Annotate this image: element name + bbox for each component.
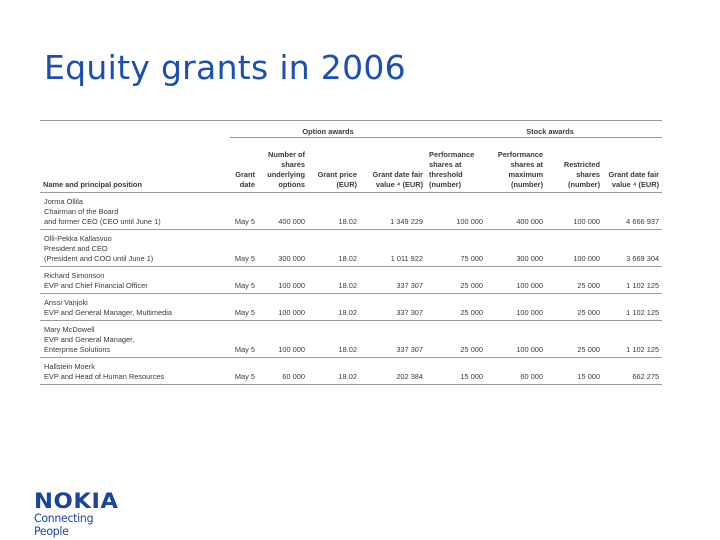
grant-price-cell: 18.02 <box>308 294 360 321</box>
grant-date-cell: May 5 <box>230 267 258 294</box>
option-fair-value-cell: 1 349 229 <box>360 193 426 230</box>
perf-maximum-cell: 100 000 <box>486 294 546 321</box>
stock-fair-value-cell: 1 102 125 <box>603 294 662 321</box>
name-cell <box>40 193 230 230</box>
name-cell <box>40 321 230 358</box>
person-position: EVP and General Manager, <box>44 335 135 344</box>
options-cell: 60 000 <box>258 358 308 385</box>
group-header-option-awards: Option awards <box>230 121 426 138</box>
options-cell: 400 000 <box>258 193 308 230</box>
person-name: Mary McDowell <box>44 325 95 334</box>
grants-table <box>40 121 662 385</box>
logo-brand: NOKIA <box>34 489 119 513</box>
group-header-empty <box>40 121 230 138</box>
grant-price-cell: 18.02 <box>308 193 360 230</box>
restricted-cell: 25 000 <box>546 267 603 294</box>
grant-date-cell: May 5 <box>230 321 258 358</box>
person-position: (President and COO until June 1) <box>44 254 154 263</box>
restricted-cell: 100 000 <box>546 193 603 230</box>
name-cell <box>40 294 230 321</box>
person-name: Jorma Ollila <box>44 197 84 206</box>
logo-tagline: Connecting People <box>34 511 94 538</box>
col-header-grant-date: Grant date <box>230 138 258 193</box>
option-fair-value-cell: 337 307 <box>360 267 426 294</box>
nokia-logo <box>34 489 134 538</box>
restricted-cell: 25 000 <box>546 294 603 321</box>
options-cell: 100 000 <box>258 294 308 321</box>
perf-threshold-cell: 100 000 <box>426 193 486 230</box>
col-header-stock-fair-value: Grant date fair value ⁴ (EUR) <box>603 138 662 193</box>
perf-threshold-cell: 75 000 <box>426 230 486 267</box>
grant-date-cell: May 5 <box>230 358 258 385</box>
person-position: President and CEO <box>44 244 108 253</box>
perf-maximum-cell: 100 000 <box>486 321 546 358</box>
grant-price-cell: 18.02 <box>308 230 360 267</box>
stock-fair-value-cell: 662 275 <box>603 358 662 385</box>
col-header-name: Name and principal position <box>40 138 230 193</box>
group-header-row <box>40 121 662 138</box>
person-position: Chairman of the Board <box>44 207 119 216</box>
perf-maximum-cell: 300 000 <box>486 230 546 267</box>
table-row <box>40 294 662 321</box>
person-name: Olli-Pekka Kallasvuo <box>44 234 112 243</box>
option-fair-value-cell: 1 011 922 <box>360 230 426 267</box>
person-position: EVP and General Manager, Multimedia <box>44 308 173 317</box>
table-row <box>40 321 662 358</box>
restricted-cell: 15 000 <box>546 358 603 385</box>
group-header-stock-awards: Stock awards <box>426 121 662 138</box>
grant-date-cell: May 5 <box>230 294 258 321</box>
name-cell <box>40 230 230 267</box>
grant-date-cell: May 5 <box>230 193 258 230</box>
person-position: EVP and Head of Human Resources <box>44 372 165 381</box>
options-cell: 100 000 <box>258 321 308 358</box>
perf-threshold-cell: 25 000 <box>426 294 486 321</box>
col-header-perf-maximum: Performance shares at maximum (number) <box>486 138 546 193</box>
table-row <box>40 358 662 385</box>
col-header-grant-price: Grant price (EUR) <box>308 138 360 193</box>
col-header-option-fair-value: Grant date fair value ⁴ (EUR) <box>360 138 426 193</box>
option-fair-value-cell: 202 384 <box>360 358 426 385</box>
grant-price-cell: 18.02 <box>308 321 360 358</box>
person-position: and former CEO (CEO until June 1) <box>44 217 161 226</box>
col-header-perf-threshold: Performance shares at threshold (number) <box>426 138 486 193</box>
person-position: Enterprise Solutions <box>44 345 111 354</box>
slide-title: Equity grants in 2006 <box>44 48 406 87</box>
person-name: Richard Simonson <box>44 271 105 280</box>
stock-fair-value-cell: 1 102 125 <box>603 267 662 294</box>
grant-date-cell: May 5 <box>230 230 258 267</box>
options-cell: 300 000 <box>258 230 308 267</box>
grant-price-cell: 18.02 <box>308 267 360 294</box>
stock-fair-value-cell: 3 669 304 <box>603 230 662 267</box>
options-cell: 100 000 <box>258 267 308 294</box>
stock-fair-value-cell: 4 666 937 <box>603 193 662 230</box>
col-header-restricted: Restricted shares (number) <box>546 138 603 193</box>
stock-fair-value-cell: 1 102 125 <box>603 321 662 358</box>
name-cell <box>40 267 230 294</box>
grant-price-cell: 18.02 <box>308 358 360 385</box>
person-position: EVP and Chief Financial Officer <box>44 281 148 290</box>
column-header-row <box>40 138 662 193</box>
table-row <box>40 267 662 294</box>
perf-maximum-cell: 400 000 <box>486 193 546 230</box>
perf-threshold-cell: 25 000 <box>426 321 486 358</box>
restricted-cell: 25 000 <box>546 321 603 358</box>
person-name: Anssi Vanjoki <box>44 298 88 307</box>
equity-grants-table <box>40 120 662 385</box>
perf-maximum-cell: 100 000 <box>486 267 546 294</box>
name-cell <box>40 358 230 385</box>
col-header-options: Number of shares underlying options <box>258 138 308 193</box>
perf-maximum-cell: 60 000 <box>486 358 546 385</box>
person-name: Hallstein Moerk <box>44 362 95 371</box>
option-fair-value-cell: 337 307 <box>360 294 426 321</box>
table-row <box>40 193 662 230</box>
table-row <box>40 230 662 267</box>
perf-threshold-cell: 15 000 <box>426 358 486 385</box>
perf-threshold-cell: 25 000 <box>426 267 486 294</box>
option-fair-value-cell: 337 307 <box>360 321 426 358</box>
restricted-cell: 100 000 <box>546 230 603 267</box>
